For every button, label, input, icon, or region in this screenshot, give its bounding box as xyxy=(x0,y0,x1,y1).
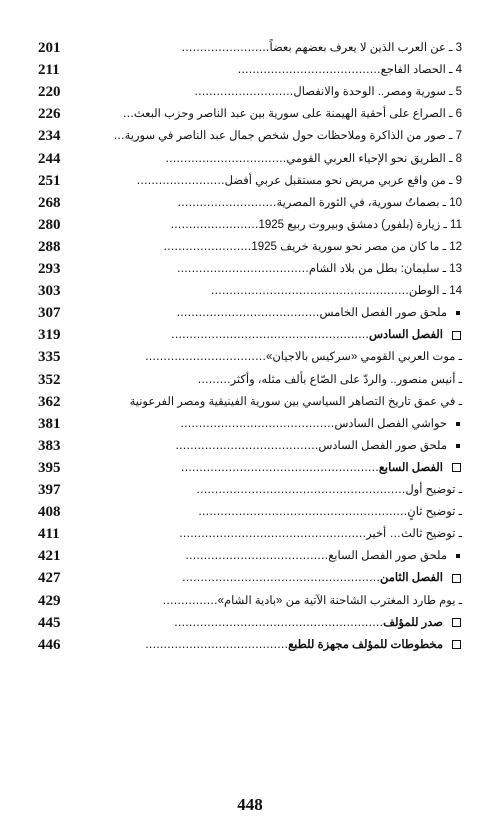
toc-leader-dots: …………………… xyxy=(163,239,252,253)
toc-row xyxy=(38,192,462,214)
toc-leader-dots: ……………………………………………… xyxy=(182,571,381,585)
checkbox-square-icon xyxy=(452,640,461,649)
toc-row xyxy=(38,457,462,479)
toc-page-number: 211 xyxy=(38,62,60,79)
toc-row xyxy=(38,590,462,612)
toc-entry xyxy=(182,567,462,589)
toc-entry-title: ـ توضيح ثالث… أخير xyxy=(366,528,462,541)
toc-leader-dots: ……… xyxy=(197,372,231,386)
toc-leader-dots: ……………………………………………… xyxy=(210,284,409,298)
toc-entry-title: 14 ـ الوطن xyxy=(408,285,462,298)
toc-row xyxy=(38,81,462,103)
toc-entry-title: صدر للمؤلف xyxy=(383,616,443,629)
toc-row xyxy=(38,501,462,523)
toc-entry xyxy=(181,457,462,479)
toc-page-number: 234 xyxy=(38,128,61,145)
toc-entry xyxy=(145,346,462,368)
toc-entry xyxy=(130,391,462,413)
toc-row xyxy=(38,37,462,59)
toc-leader-dots: ………………………………………………… xyxy=(174,615,384,629)
toc-row xyxy=(38,634,462,656)
toc-page-number: 244 xyxy=(38,150,61,167)
toc-page-number: 421 xyxy=(38,548,61,565)
toc-row xyxy=(38,170,462,192)
toc-entry xyxy=(196,479,462,501)
toc-entry-title: 4 ـ الحصاد الفاجع xyxy=(380,64,462,77)
toc-entry-title: 5 ـ سورية ومصر.. الوحدة والانفصال xyxy=(293,86,462,99)
toc-leader-dots: ………………………………… xyxy=(175,438,319,452)
toc-page-number: 381 xyxy=(38,415,61,432)
toc-row xyxy=(38,280,462,302)
toc-entry xyxy=(238,59,462,81)
toc-page-number: 408 xyxy=(38,504,61,521)
toc-leader-dots: ……………………… xyxy=(177,195,277,209)
toc-row xyxy=(38,236,462,258)
toc-entry-title: 3 ـ عن العرب الذين لا يعرف بعضهم بعضاً xyxy=(269,42,462,54)
toc-entry xyxy=(114,125,462,147)
toc-leader-dots: … xyxy=(122,107,134,121)
toc-entry-title: ملحق صور الفصل الخامس xyxy=(319,307,447,320)
toc-entry-title: ملحق صور الفصل السابع xyxy=(328,550,447,563)
toc-entry-title: ملحق صور الفصل السادس xyxy=(318,439,447,452)
toc-leader-dots: ……………………………………………… xyxy=(170,328,369,342)
toc-row xyxy=(38,258,462,280)
toc-entry xyxy=(175,435,462,457)
toc-entry-title: 6 ـ الصراع على أحقية الهيمنة على سورية بين عبد الناصر وحزب البعث xyxy=(133,108,462,121)
toc-page-number: 446 xyxy=(38,636,61,653)
toc-row xyxy=(38,545,462,567)
toc-entry xyxy=(123,103,462,125)
toc-entry-title: ـ توضيح أول xyxy=(405,484,462,496)
toc-entry xyxy=(185,545,462,567)
checkbox-square-icon xyxy=(452,618,461,627)
toc-entry-title: 12 ـ ما كان من مصر نحو سورية خريف 1925 xyxy=(251,240,462,253)
toc-page-number: 411 xyxy=(38,526,60,543)
toc-entry xyxy=(198,369,462,391)
toc-leader-dots: ……………………………… xyxy=(176,262,309,275)
toc-leader-dots: …………………… xyxy=(170,217,259,231)
toc-page-number: 268 xyxy=(38,194,61,211)
toc-entry-title: 11 ـ زيارة (بلفور) دمشق وبيروت ربيع 1925 xyxy=(258,218,462,231)
toc-page-number: 429 xyxy=(38,592,61,609)
toc-entry-title: 7 ـ صور من الذاكرة وملاحظات حول شخص جمال عبد الناصر في سورية xyxy=(124,130,462,143)
toc-leader-dots: ………………………………… xyxy=(145,637,289,651)
toc-row xyxy=(38,612,462,634)
toc-row xyxy=(38,302,462,324)
toc-row xyxy=(38,214,462,236)
toc-entry xyxy=(178,192,463,214)
toc-entry xyxy=(180,413,462,435)
toc-row xyxy=(38,413,462,435)
toc-page-number: 335 xyxy=(38,349,61,366)
toc-entry-title: 13 ـ سليمان: بطل من بلاد الشام xyxy=(308,263,462,275)
checkbox-square-icon xyxy=(452,574,461,583)
toc-row xyxy=(38,435,462,457)
toc-leader-dots: ………………………………………………… xyxy=(196,483,406,496)
toc-entry xyxy=(177,258,462,280)
toc-page-number: 307 xyxy=(38,305,61,322)
toc-page-number: 280 xyxy=(38,216,61,233)
toc-page-number: 383 xyxy=(38,437,61,454)
toc-entry xyxy=(179,523,462,545)
toc-page-number: 397 xyxy=(38,482,61,498)
toc-entry-title: الفصل الثامن xyxy=(380,572,443,585)
toc-page-number: 201 xyxy=(38,40,61,56)
toc-leader-dots: ………………………………… xyxy=(185,549,329,563)
toc-leader-dots: ……………………… xyxy=(194,85,294,99)
toc-entry xyxy=(145,634,462,656)
toc-entry xyxy=(211,280,462,302)
toc-entry-title: 10 ـ بصماتٌ سورية، في الثورة المصرية xyxy=(276,196,462,209)
toc-entry xyxy=(163,236,462,258)
toc-row xyxy=(38,567,462,589)
checkbox-square-icon xyxy=(452,331,461,340)
toc-page-number: 445 xyxy=(38,614,61,631)
toc-page-number: 251 xyxy=(38,172,61,189)
toc-row xyxy=(38,346,462,368)
square-bullet-icon xyxy=(456,554,460,558)
toc-entry xyxy=(171,324,462,346)
toc-row xyxy=(38,103,462,125)
toc-leader-dots: ………………………………… xyxy=(176,306,320,320)
toc-page-number: 293 xyxy=(38,261,61,277)
toc-leader-dots: ……………………………………………… xyxy=(180,460,379,474)
toc-entry-title: ـ في عمق تاريخ التصاهر السياسي بين سورية الفينيقية ومصر الفرعونية xyxy=(129,395,462,408)
toc-row xyxy=(38,324,462,346)
toc-entry xyxy=(165,148,462,170)
toc-entry-title: حواشي الفصل السادس xyxy=(334,417,447,430)
toc-entry-title: 9 ـ من واقع عربي مريض نحو مستقبل عربي أفضل xyxy=(224,174,462,187)
square-bullet-icon xyxy=(456,444,460,448)
toc-row xyxy=(38,523,462,545)
toc-page-number: 220 xyxy=(38,84,61,101)
toc-leader-dots: ………………………………………………… xyxy=(198,505,408,519)
toc-row xyxy=(38,59,462,81)
toc-leader-dots: ………………………………… xyxy=(237,63,381,77)
toc-entry xyxy=(181,37,462,59)
toc-row xyxy=(38,369,462,391)
toc-leader-dots: … xyxy=(113,129,125,143)
toc-row xyxy=(38,391,462,413)
checkbox-square-icon xyxy=(452,463,461,472)
toc-leader-dots: …………………………… xyxy=(165,151,287,165)
toc-page-number: 427 xyxy=(38,570,61,587)
toc-entry-title: الفصل السابع xyxy=(378,461,443,474)
toc-entry xyxy=(163,590,462,612)
toc-entry-title: ـ أنيس منصور.. والردّ على الصّاع بألف مثله، وأكثر xyxy=(230,373,462,386)
toc-entry xyxy=(170,214,462,236)
toc-leader-dots: …………… xyxy=(162,593,218,607)
toc-entry xyxy=(137,170,462,192)
toc-entry xyxy=(194,81,462,103)
toc-leader-dots: …………………………… xyxy=(144,350,266,364)
toc-page-number: 395 xyxy=(38,459,61,476)
toc-row xyxy=(38,148,462,170)
toc-page-number: 288 xyxy=(38,238,61,255)
toc-entry-title: 8 ـ الطريق نحو الإحياء العربي القومي xyxy=(286,152,462,165)
toc-page-number: 303 xyxy=(38,283,61,300)
toc-row xyxy=(38,479,462,501)
toc-leader-dots: …………………… xyxy=(181,41,270,54)
toc-leader-dots: …………………………………… xyxy=(180,416,335,430)
toc-leader-dots: …………………… xyxy=(136,173,225,187)
toc-entry-title: ـ توضيح ثانٍ xyxy=(407,506,462,519)
square-bullet-icon xyxy=(456,311,460,315)
toc-entry-title: مخطوطات للمؤلف مجهزة للطبع xyxy=(288,638,443,651)
toc-page-number: 226 xyxy=(38,106,61,123)
toc-entry xyxy=(174,612,462,634)
toc-page-number: 319 xyxy=(38,327,61,344)
toc-entry xyxy=(198,501,462,523)
toc-entry-title: الفصل السادس xyxy=(368,329,443,342)
toc-entry-title: ـ موت العربي القومي «سركيس بالاجيان» xyxy=(265,351,462,364)
toc-entry-title: ـ يوم طارد المغترب الشاحنة الآتية من «بادية الشام» xyxy=(217,594,462,607)
toc-row xyxy=(38,125,462,147)
page-number: 448 xyxy=(237,795,263,814)
square-bullet-icon xyxy=(456,422,460,426)
toc-page-number: 352 xyxy=(38,371,61,388)
toc-page-number: 362 xyxy=(38,393,61,410)
toc-leader-dots: …………………………………………… xyxy=(179,527,367,541)
toc-entry xyxy=(177,302,462,324)
